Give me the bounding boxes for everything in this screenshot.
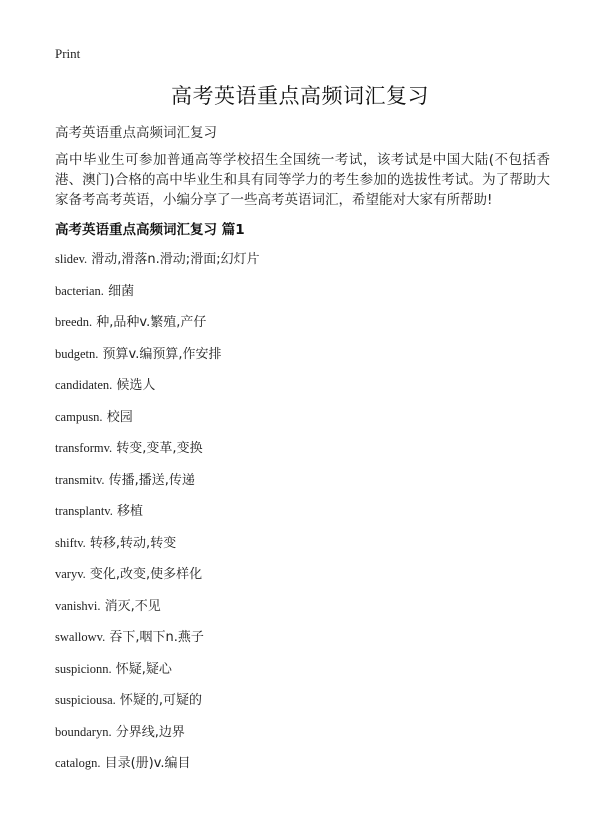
vocab-word: shiftv. (55, 535, 86, 550)
vocab-item (55, 471, 260, 503)
vocab-meaning: 转移,转动,转变 (85, 535, 177, 551)
vocab-meaning: 种,品种v.繁殖,产仔 (92, 315, 207, 330)
vocab-meaning: 滑动,滑落n.滑动;滑面;幻灯片 (87, 252, 260, 267)
vocab-word: suspiciousa. (55, 693, 116, 707)
vocab-meaning: 吞下,咽下n.燕子 (105, 630, 204, 645)
vocab-word: transformv. (55, 441, 113, 455)
vocab-meaning: 细菌 (103, 283, 135, 299)
page-title: 高考英语重点高频词汇复习 (171, 84, 429, 108)
vocab-item (55, 313, 260, 345)
vocab-meaning: 分界线,边界 (111, 724, 185, 740)
vocab-word: catalogn. (55, 756, 101, 770)
vocab-meaning: 预算v.编预算,作安排 (98, 346, 222, 362)
vocab-meaning: 怀疑的,可疑的 (115, 693, 203, 708)
vocab-word: breedn. (55, 315, 93, 329)
print-label: Print (55, 46, 81, 61)
vocab-meaning: 传播,播送,传递 (104, 472, 195, 488)
vocab-word: slidev. (55, 252, 88, 266)
vocab-meaning: 怀疑,疑心 (111, 661, 172, 677)
vocab-word: transmitv. (55, 472, 105, 487)
vocab-list (55, 250, 260, 786)
vocab-word: budgetn. (55, 346, 99, 361)
vocab-word: campusn. (55, 409, 103, 424)
vocab-word: candidaten. (55, 378, 113, 392)
vocab-meaning: 目录(册)v.编目 (100, 756, 191, 771)
vocab-item (55, 660, 260, 692)
vocab-meaning: 候选人 (112, 378, 156, 393)
vocab-item (55, 345, 260, 377)
vocab-word: transplantv. (55, 504, 113, 518)
vocab-item (55, 691, 260, 723)
vocab-item (55, 439, 260, 471)
vocab-word: varyv. (55, 567, 86, 581)
vocab-word: bacterian. (55, 283, 104, 298)
vocab-meaning: 变化,改变,使多样化 (85, 567, 203, 582)
vocab-item (55, 723, 260, 755)
vocab-meaning: 移植 (112, 504, 143, 519)
vocab-item (55, 408, 260, 440)
vocab-word: vanishvi. (55, 598, 101, 613)
vocab-item (55, 282, 260, 314)
vocab-item (55, 250, 260, 282)
vocab-word: suspicionn. (55, 661, 112, 676)
vocab-meaning: 校园 (102, 409, 133, 425)
document-subtitle: 高考英语重点高频词汇复习 (55, 125, 217, 141)
vocab-item (55, 502, 260, 534)
vocab-item (55, 754, 260, 786)
vocab-meaning: 消灭,不见 (100, 598, 161, 614)
vocab-item (55, 597, 260, 629)
vocab-item (55, 376, 260, 408)
section-heading: 高考英语重点高频词汇复习 篇1 (55, 222, 245, 238)
vocab-word: boundaryn. (55, 724, 112, 739)
vocab-meaning: 转变,变革,变换 (112, 441, 203, 456)
vocab-item (55, 628, 260, 660)
vocab-item (55, 565, 260, 597)
vocab-word: swallowv. (55, 630, 106, 644)
intro-paragraph: 高中毕业生可参加普通高等学校招生全国统一考试，该考试是中国大陆(不包括香港、澳门)合格的高中毕业生和具有同等学力的考生参加的选拔性考试。为了帮助大家备考高考英语，小编分享了一些高考英语词汇，希望能对大家有所帮助! (55, 152, 550, 208)
vocab-item (55, 534, 260, 566)
